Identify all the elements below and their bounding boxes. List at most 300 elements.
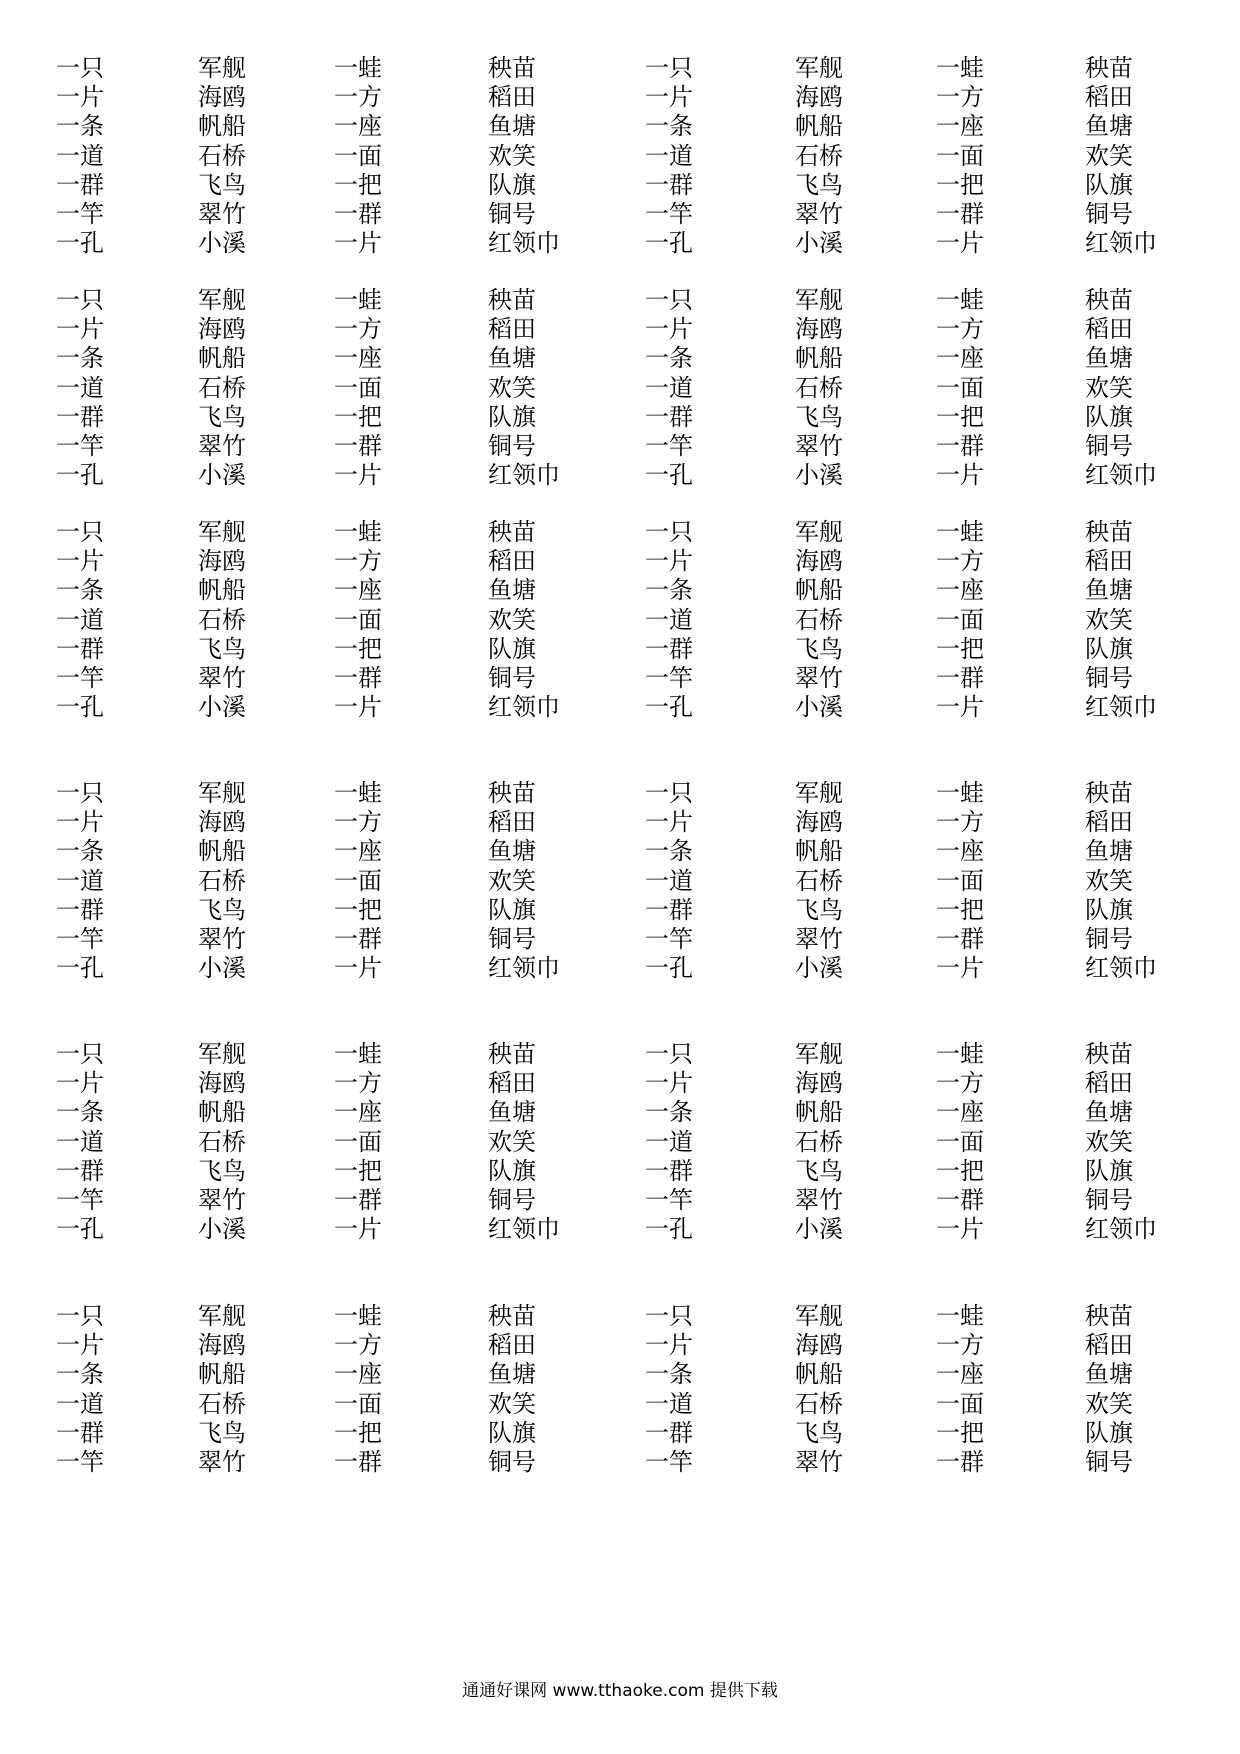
noun-word: 队旗 (1085, 1156, 1133, 1185)
word-row (0, 342, 1240, 375)
measure-word: 一把 (936, 170, 984, 199)
noun-word: 海鸥 (198, 315, 246, 344)
measure-word: 一片 (936, 693, 984, 722)
noun-word: 小溪 (198, 461, 246, 490)
noun-word: 红领巾 (1085, 1215, 1157, 1244)
word-row (0, 169, 1240, 202)
measure-word: 一把 (936, 402, 984, 431)
word-row (0, 952, 1240, 985)
noun-word: 稻田 (488, 808, 536, 837)
measure-word: 一竿 (645, 200, 693, 228)
noun-word: 欢笑 (1085, 373, 1133, 402)
measure-word: 一条 (56, 112, 104, 141)
measure-word: 一蛙 (334, 1302, 382, 1330)
measure-word: 一群 (645, 402, 693, 431)
measure-word: 一只 (645, 1302, 693, 1330)
measure-word: 一蛙 (334, 54, 382, 82)
measure-word: 一片 (56, 1069, 104, 1098)
noun-word: 红领巾 (488, 1215, 560, 1244)
noun-word: 军舰 (198, 1040, 246, 1068)
noun-word: 秧苗 (1085, 54, 1133, 82)
measure-word: 一蛙 (936, 54, 984, 82)
word-row (0, 198, 1240, 231)
noun-word: 翠竹 (795, 1186, 843, 1214)
measure-word: 一只 (645, 779, 693, 807)
word-row (0, 633, 1240, 666)
measure-word: 一面 (334, 1127, 382, 1156)
noun-word: 翠竹 (198, 432, 246, 460)
measure-word: 一面 (334, 866, 382, 895)
measure-word: 一竿 (56, 1186, 104, 1214)
measure-word: 一座 (936, 1098, 984, 1127)
noun-word: 铜号 (1085, 200, 1133, 228)
noun-word: 红领巾 (488, 693, 560, 722)
noun-word: 欢笑 (1085, 866, 1133, 895)
measure-word: 一片 (56, 547, 104, 576)
noun-word: 队旗 (488, 170, 536, 199)
measure-word: 一面 (936, 1389, 984, 1418)
noun-word: 翠竹 (795, 1448, 843, 1476)
noun-word: 海鸥 (198, 1331, 246, 1360)
measure-word: 一片 (936, 461, 984, 490)
noun-word: 石桥 (795, 605, 843, 634)
measure-word: 一条 (645, 344, 693, 373)
noun-word: 稻田 (1085, 1331, 1133, 1360)
noun-word: 鱼塘 (1085, 112, 1133, 141)
word-row (0, 284, 1240, 317)
noun-word: 飞鸟 (795, 634, 843, 663)
measure-word: 一把 (936, 895, 984, 924)
noun-word: 秧苗 (488, 54, 536, 82)
noun-word: 军舰 (198, 779, 246, 807)
noun-word: 飞鸟 (198, 402, 246, 431)
measure-word: 一片 (645, 315, 693, 344)
noun-word: 欢笑 (488, 866, 536, 895)
noun-word: 帆船 (795, 112, 843, 141)
measure-word: 一只 (645, 286, 693, 314)
noun-word: 翠竹 (795, 664, 843, 692)
measure-word: 一道 (645, 866, 693, 895)
noun-word: 红领巾 (488, 954, 560, 983)
measure-word: 一座 (334, 1098, 382, 1127)
measure-word: 一方 (936, 547, 984, 576)
word-row (0, 1300, 1240, 1333)
measure-word: 一只 (56, 518, 104, 546)
noun-word: 红领巾 (1085, 229, 1157, 258)
measure-word: 一片 (56, 808, 104, 837)
measure-word: 一座 (334, 837, 382, 866)
word-row (0, 81, 1240, 114)
noun-word: 军舰 (795, 779, 843, 807)
noun-word: 海鸥 (198, 1069, 246, 1098)
noun-word: 海鸥 (795, 1069, 843, 1098)
measure-word: 一把 (334, 402, 382, 431)
noun-word: 鱼塘 (488, 1360, 536, 1389)
noun-word: 队旗 (1085, 402, 1133, 431)
measure-word: 一条 (56, 1360, 104, 1389)
measure-word: 一孔 (645, 693, 693, 722)
footer-credit: 通通好课网 www.tthaoke.com 提供下载 (462, 1681, 778, 1701)
measure-word: 一条 (645, 1098, 693, 1127)
word-row (0, 459, 1240, 492)
noun-word: 铜号 (488, 1448, 536, 1476)
word-row (0, 1446, 1240, 1479)
noun-word: 飞鸟 (198, 1156, 246, 1185)
measure-word: 一孔 (56, 461, 104, 490)
measure-word: 一竿 (56, 925, 104, 953)
noun-word: 海鸥 (795, 547, 843, 576)
noun-word: 帆船 (795, 837, 843, 866)
word-row (0, 777, 1240, 810)
measure-word: 一道 (56, 141, 104, 170)
measure-word: 一把 (334, 634, 382, 663)
word-row (0, 865, 1240, 898)
noun-word: 稻田 (1085, 83, 1133, 112)
measure-word: 一座 (334, 576, 382, 605)
noun-word: 帆船 (198, 837, 246, 866)
word-row (0, 140, 1240, 173)
noun-word: 鱼塘 (488, 837, 536, 866)
noun-word: 稻田 (488, 83, 536, 112)
word-row (0, 1126, 1240, 1159)
measure-word: 一群 (334, 200, 382, 228)
word-row (0, 227, 1240, 260)
word-row (0, 110, 1240, 143)
measure-word: 一群 (936, 925, 984, 953)
noun-word: 欢笑 (488, 373, 536, 402)
noun-word: 铜号 (488, 200, 536, 228)
noun-word: 小溪 (795, 461, 843, 490)
noun-word: 鱼塘 (488, 1098, 536, 1127)
measure-word: 一孔 (645, 1215, 693, 1244)
noun-word: 小溪 (795, 1215, 843, 1244)
noun-word: 秧苗 (1085, 286, 1133, 314)
noun-word: 鱼塘 (1085, 576, 1133, 605)
noun-word: 海鸥 (795, 83, 843, 112)
measure-word: 一道 (645, 373, 693, 402)
measure-word: 一群 (936, 1448, 984, 1476)
measure-word: 一道 (645, 1127, 693, 1156)
measure-word: 一面 (936, 373, 984, 402)
measure-word: 一竿 (645, 1186, 693, 1214)
measure-word: 一只 (56, 286, 104, 314)
noun-word: 队旗 (1085, 170, 1133, 199)
noun-word: 队旗 (488, 1418, 536, 1447)
measure-word: 一蛙 (936, 779, 984, 807)
noun-word: 飞鸟 (795, 170, 843, 199)
noun-word: 军舰 (795, 518, 843, 546)
measure-word: 一条 (56, 344, 104, 373)
noun-word: 石桥 (198, 866, 246, 895)
noun-word: 石桥 (198, 1127, 246, 1156)
noun-word: 石桥 (198, 373, 246, 402)
word-row (0, 313, 1240, 346)
noun-word: 鱼塘 (1085, 837, 1133, 866)
noun-word: 秧苗 (488, 1302, 536, 1330)
word-row (0, 662, 1240, 695)
measure-word: 一群 (645, 1418, 693, 1447)
noun-word: 小溪 (795, 229, 843, 258)
measure-word: 一道 (645, 1389, 693, 1418)
measure-word: 一蛙 (936, 1040, 984, 1068)
measure-word: 一蛙 (334, 286, 382, 314)
noun-word: 翠竹 (198, 1448, 246, 1476)
measure-word: 一座 (334, 112, 382, 141)
noun-word: 小溪 (795, 954, 843, 983)
measure-word: 一面 (334, 1389, 382, 1418)
measure-word: 一条 (56, 1098, 104, 1127)
measure-word: 一群 (56, 170, 104, 199)
measure-word: 一把 (936, 634, 984, 663)
measure-word: 一方 (334, 547, 382, 576)
measure-word: 一群 (56, 895, 104, 924)
noun-word: 红领巾 (1085, 693, 1157, 722)
noun-word: 帆船 (198, 1098, 246, 1127)
measure-word: 一片 (334, 229, 382, 258)
measure-word: 一片 (936, 954, 984, 983)
word-row (0, 1067, 1240, 1100)
measure-word: 一片 (56, 1331, 104, 1360)
noun-word: 鱼塘 (488, 576, 536, 605)
word-row (0, 806, 1240, 839)
measure-word: 一方 (936, 1331, 984, 1360)
word-row (0, 401, 1240, 434)
noun-word: 红领巾 (1085, 461, 1157, 490)
measure-word: 一条 (645, 576, 693, 605)
word-row (0, 1038, 1240, 1071)
measure-word: 一片 (645, 1069, 693, 1098)
measure-word: 一群 (334, 664, 382, 692)
word-row (0, 1184, 1240, 1217)
measure-word: 一片 (334, 461, 382, 490)
measure-word: 一道 (56, 605, 104, 634)
measure-word: 一蛙 (936, 1302, 984, 1330)
word-row (0, 52, 1240, 85)
measure-word: 一片 (645, 1331, 693, 1360)
measure-word: 一面 (936, 605, 984, 634)
noun-word: 秧苗 (1085, 779, 1133, 807)
measure-word: 一道 (56, 1389, 104, 1418)
noun-word: 红领巾 (1085, 954, 1157, 983)
measure-word: 一方 (334, 315, 382, 344)
noun-word: 石桥 (198, 605, 246, 634)
measure-word: 一条 (645, 837, 693, 866)
measure-word: 一座 (334, 1360, 382, 1389)
noun-word: 海鸥 (795, 808, 843, 837)
measure-word: 一面 (334, 141, 382, 170)
noun-word: 红领巾 (488, 461, 560, 490)
noun-word: 稻田 (488, 315, 536, 344)
noun-word: 飞鸟 (795, 895, 843, 924)
measure-word: 一只 (56, 1040, 104, 1068)
noun-word: 欢笑 (488, 1127, 536, 1156)
measure-word: 一竿 (56, 664, 104, 692)
noun-word: 铜号 (488, 664, 536, 692)
noun-word: 铜号 (1085, 432, 1133, 460)
noun-word: 欢笑 (488, 1389, 536, 1418)
noun-word: 秧苗 (1085, 518, 1133, 546)
word-row (0, 574, 1240, 607)
measure-word: 一群 (936, 200, 984, 228)
noun-word: 翠竹 (198, 925, 246, 953)
measure-word: 一把 (936, 1418, 984, 1447)
noun-word: 铜号 (1085, 925, 1133, 953)
measure-word: 一座 (936, 112, 984, 141)
measure-word: 一面 (936, 141, 984, 170)
measure-word: 一条 (645, 1360, 693, 1389)
measure-word: 一片 (936, 1215, 984, 1244)
measure-word: 一蛙 (334, 1040, 382, 1068)
measure-word: 一座 (936, 344, 984, 373)
measure-word: 一群 (334, 1186, 382, 1214)
measure-word: 一座 (334, 344, 382, 373)
noun-word: 帆船 (795, 344, 843, 373)
noun-word: 队旗 (488, 402, 536, 431)
noun-word: 欢笑 (1085, 1127, 1133, 1156)
measure-word: 一群 (56, 634, 104, 663)
measure-word: 一孔 (645, 229, 693, 258)
measure-word: 一孔 (56, 229, 104, 258)
noun-word: 石桥 (795, 141, 843, 170)
noun-word: 石桥 (198, 1389, 246, 1418)
measure-word: 一片 (334, 1215, 382, 1244)
measure-word: 一群 (645, 170, 693, 199)
noun-word: 铜号 (488, 1186, 536, 1214)
measure-word: 一群 (56, 402, 104, 431)
word-row (0, 894, 1240, 927)
noun-word: 帆船 (795, 576, 843, 605)
word-row (0, 516, 1240, 549)
measure-word: 一片 (56, 83, 104, 112)
noun-word: 海鸥 (198, 83, 246, 112)
word-row (0, 545, 1240, 578)
measure-word: 一道 (645, 141, 693, 170)
measure-word: 一孔 (645, 954, 693, 983)
word-row (0, 604, 1240, 637)
measure-word: 一道 (56, 866, 104, 895)
word-row (0, 923, 1240, 956)
measure-word: 一只 (645, 1040, 693, 1068)
noun-word: 军舰 (795, 286, 843, 314)
noun-word: 欢笑 (1085, 141, 1133, 170)
noun-word: 小溪 (198, 229, 246, 258)
noun-word: 军舰 (795, 1040, 843, 1068)
measure-word: 一座 (936, 576, 984, 605)
word-row (0, 691, 1240, 724)
noun-word: 鱼塘 (1085, 1098, 1133, 1127)
noun-word: 稻田 (488, 1331, 536, 1360)
measure-word: 一片 (936, 229, 984, 258)
noun-word: 稻田 (1085, 1069, 1133, 1098)
noun-word: 帆船 (198, 112, 246, 141)
noun-word: 铜号 (1085, 664, 1133, 692)
measure-word: 一只 (56, 54, 104, 82)
noun-word: 帆船 (795, 1098, 843, 1127)
noun-word: 队旗 (488, 895, 536, 924)
noun-word: 队旗 (488, 634, 536, 663)
noun-word: 飞鸟 (198, 895, 246, 924)
noun-word: 飞鸟 (795, 1418, 843, 1447)
noun-word: 飞鸟 (795, 1156, 843, 1185)
measure-word: 一只 (645, 54, 693, 82)
measure-word: 一竿 (56, 1448, 104, 1476)
noun-word: 铜号 (488, 432, 536, 460)
noun-word: 欢笑 (488, 141, 536, 170)
measure-word: 一片 (334, 954, 382, 983)
measure-word: 一方 (334, 1069, 382, 1098)
noun-word: 海鸥 (198, 808, 246, 837)
measure-word: 一只 (56, 1302, 104, 1330)
noun-word: 翠竹 (795, 432, 843, 460)
noun-word: 秧苗 (1085, 1040, 1133, 1068)
noun-word: 军舰 (795, 54, 843, 82)
word-row (0, 1358, 1240, 1391)
measure-word: 一方 (334, 1331, 382, 1360)
measure-word: 一只 (645, 518, 693, 546)
noun-word: 小溪 (198, 954, 246, 983)
measure-word: 一片 (645, 547, 693, 576)
noun-word: 翠竹 (795, 925, 843, 953)
measure-word: 一片 (334, 693, 382, 722)
noun-word: 稻田 (488, 1069, 536, 1098)
word-row (0, 372, 1240, 405)
measure-word: 一条 (56, 837, 104, 866)
measure-word: 一方 (334, 83, 382, 112)
word-row (0, 1388, 1240, 1421)
noun-word: 飞鸟 (198, 634, 246, 663)
measure-word: 一群 (56, 1418, 104, 1447)
noun-word: 石桥 (795, 1127, 843, 1156)
noun-word: 石桥 (795, 866, 843, 895)
noun-word: 队旗 (1085, 895, 1133, 924)
noun-word: 石桥 (198, 141, 246, 170)
measure-word: 一群 (645, 895, 693, 924)
measure-word: 一条 (56, 576, 104, 605)
noun-word: 铜号 (1085, 1186, 1133, 1214)
word-row (0, 1329, 1240, 1362)
measure-word: 一蛙 (334, 518, 382, 546)
measure-word: 一只 (56, 779, 104, 807)
measure-word: 一群 (334, 925, 382, 953)
noun-word: 翠竹 (198, 664, 246, 692)
measure-word: 一群 (56, 1156, 104, 1185)
measure-word: 一蛙 (936, 286, 984, 314)
measure-word: 一竿 (645, 1448, 693, 1476)
measure-word: 一群 (936, 432, 984, 460)
noun-word: 海鸥 (198, 547, 246, 576)
noun-word: 欢笑 (1085, 605, 1133, 634)
noun-word: 秧苗 (488, 779, 536, 807)
measure-word: 一竿 (56, 432, 104, 460)
noun-word: 欢笑 (1085, 1389, 1133, 1418)
noun-word: 帆船 (198, 576, 246, 605)
noun-word: 翠竹 (795, 200, 843, 228)
noun-word: 海鸥 (795, 315, 843, 344)
noun-word: 秧苗 (488, 1040, 536, 1068)
measure-word: 一面 (936, 1127, 984, 1156)
noun-word: 稻田 (488, 547, 536, 576)
measure-word: 一方 (936, 83, 984, 112)
measure-word: 一片 (56, 315, 104, 344)
measure-word: 一片 (645, 83, 693, 112)
noun-word: 铜号 (488, 925, 536, 953)
measure-word: 一把 (334, 1418, 382, 1447)
noun-word: 欢笑 (488, 605, 536, 634)
noun-word: 军舰 (198, 1302, 246, 1330)
noun-word: 秧苗 (1085, 1302, 1133, 1330)
measure-word: 一把 (334, 895, 382, 924)
measure-word: 一群 (645, 1156, 693, 1185)
